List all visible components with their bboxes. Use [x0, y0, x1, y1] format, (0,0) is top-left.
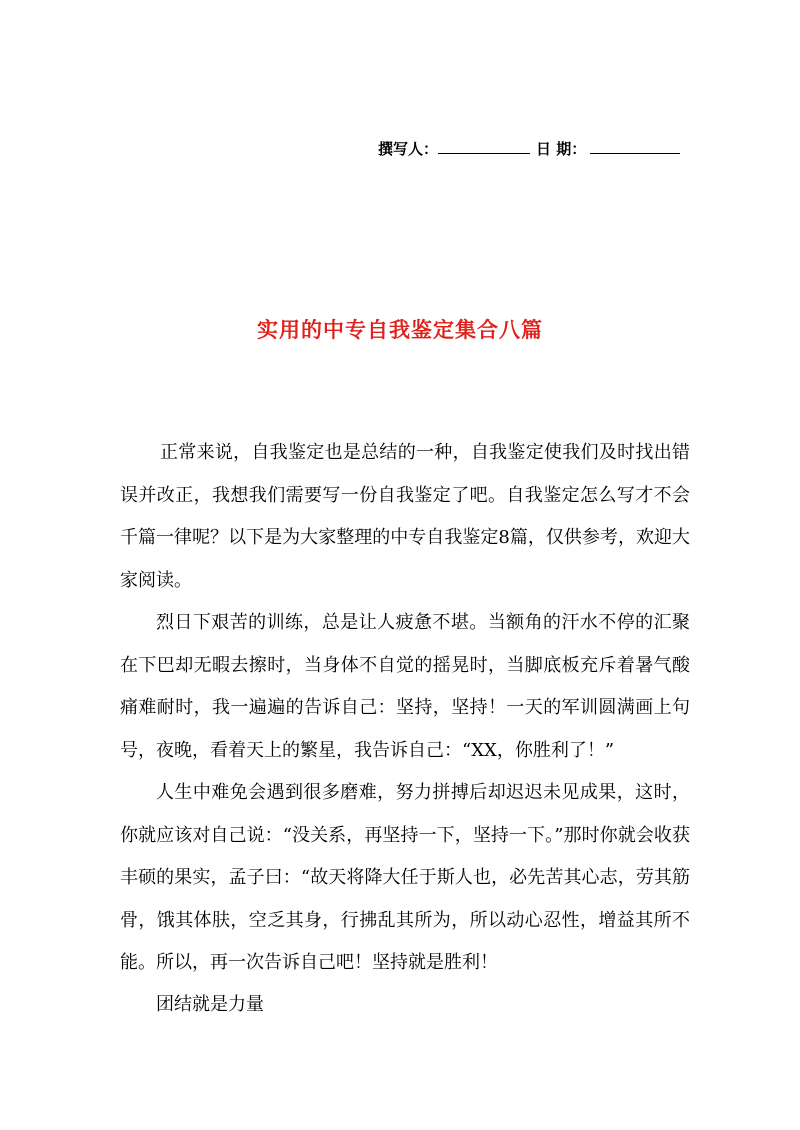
- author-blank: [438, 138, 530, 154]
- document-title: 实用的中专自我鉴定集合八篇: [257, 318, 543, 342]
- section-heading: 团结就是力量: [156, 994, 264, 1015]
- date-blank: [590, 138, 680, 154]
- body-paragraph: 烈日下艰苦的训练，总是让人疲惫不堪。当额角的汗水不停的汇聚在下巴却无暇去擦时，当身体不自觉的摇晃时，当脚底板充斥着暑气酸痛难耐时，我一遍遍的告诉自己：坚持，坚持！一天的军训圆满画上句号，夜晚，看着天上的繁星，我告诉自己：“XX，你胜利了！”: [120, 612, 690, 761]
- body-paragraph: 人生中难免会遇到很多磨难，努力拼搏后却迟迟未见成果，这时，你就应该对自己说：“没关系，再坚持一下，坚持一下。”那时你就会收获丰硕的果实，孟子曰：“故天将降大任于斯人也，必先苦其心志，劳其筋骨，饿其体肤，空乏其身，行拂乱其所为，所以动心忍性，增益其所不能。所以，再一次告诉自己吧！坚持就是胜利！: [120, 782, 690, 973]
- author-label: 撰写人：: [378, 140, 439, 158]
- signature-line: [378, 138, 680, 159]
- intro-paragraph: 正常来说，自我鉴定也是总结的一种，自我鉴定使我们及时找出错误并改正，我想我们需要写一份自我鉴定了吧。自我鉴定怎么写才不会千篇一律呢？以下是为大家整理的中专自我鉴定8篇，仅供参考，欢迎大家阅读。: [120, 442, 690, 591]
- date-label: 日 期：: [536, 140, 587, 158]
